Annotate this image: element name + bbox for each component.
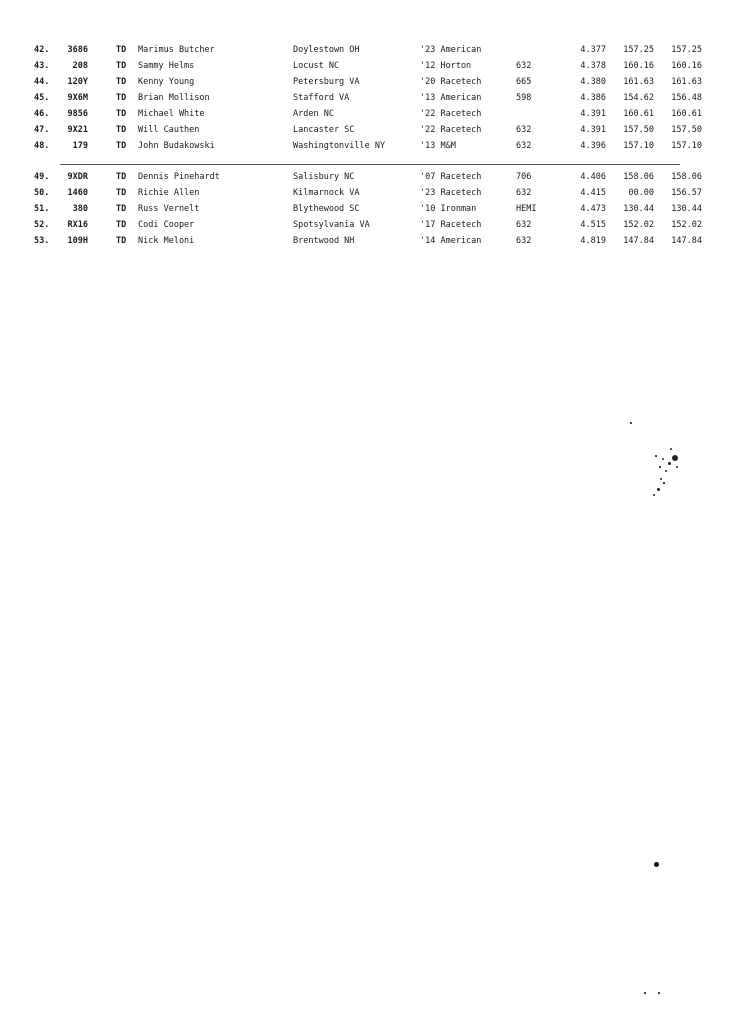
result-year: '14 American (420, 236, 482, 246)
result-mph: 157.25 (623, 45, 654, 55)
result-pos: 48. (34, 141, 50, 151)
result-row (0, 185, 740, 201)
result-cls: TD (116, 77, 127, 87)
result-et: 4.473 (580, 204, 606, 214)
result-year: '17 Racetech (420, 220, 482, 230)
result-name: Will Cauthen (138, 125, 200, 135)
result-mph: 157.50 (623, 125, 654, 135)
result-best: 130.44 (671, 204, 702, 214)
scan-speck (657, 488, 660, 491)
result-mph: 160.61 (623, 109, 654, 119)
scan-speck (658, 992, 660, 994)
scan-speck (655, 455, 657, 457)
result-car: 9XDR (67, 172, 88, 182)
result-row (0, 106, 740, 122)
result-pos: 53. (34, 236, 50, 246)
result-best: 147.84 (671, 236, 702, 246)
result-engine: 706 (516, 172, 532, 182)
result-name: Codi Cooper (138, 220, 195, 230)
result-year: '13 M&M (420, 141, 456, 151)
result-mph: 157.10 (623, 141, 654, 151)
result-cls: TD (116, 125, 127, 135)
result-name: Michael White (138, 109, 205, 119)
result-engine: 632 (516, 61, 532, 71)
result-row (0, 169, 740, 185)
result-car: 9X21 (67, 125, 88, 135)
result-pos: 44. (34, 77, 50, 87)
result-engine: 632 (516, 188, 532, 198)
result-cls: TD (116, 220, 127, 230)
result-row (0, 90, 740, 106)
result-cls: TD (116, 188, 127, 198)
result-cls: TD (116, 204, 127, 214)
result-name: Dennis Pinehardt (138, 172, 220, 182)
result-car: 208 (72, 61, 88, 71)
result-year: '22 Racetech (420, 109, 482, 119)
result-year: '22 Racetech (420, 125, 482, 135)
result-best: 156.57 (671, 188, 702, 198)
result-cls: TD (116, 45, 127, 55)
scan-speck (659, 466, 661, 468)
result-pos: 45. (34, 93, 50, 103)
result-year: '23 American (420, 45, 482, 55)
result-cls: TD (116, 172, 127, 182)
result-et: 4.391 (580, 109, 606, 119)
result-town: Spotsylvania VA (293, 220, 370, 230)
result-best: 157.50 (671, 125, 702, 135)
result-engine: 598 (516, 93, 532, 103)
result-town: Lancaster SC (293, 125, 355, 135)
result-et: 4.396 (580, 141, 606, 151)
result-pos: 51. (34, 204, 50, 214)
section-divider (60, 164, 680, 165)
result-town: Arden NC (293, 109, 334, 119)
scan-speck (662, 458, 664, 460)
result-engine: 632 (516, 236, 532, 246)
scan-speck (665, 470, 667, 472)
results-group-a (0, 42, 740, 154)
result-et: 4.819 (580, 236, 606, 246)
results-group-b (0, 169, 740, 249)
result-year: '12 Horton (420, 61, 472, 71)
result-year: '07 Racetech (420, 172, 482, 182)
result-car: 1460 (67, 188, 88, 198)
result-town: Locust NC (293, 61, 340, 71)
result-et: 4.377 (580, 45, 606, 55)
scan-speck (670, 448, 672, 450)
result-engine: 632 (516, 220, 532, 230)
result-et: 4.386 (580, 93, 606, 103)
result-year: '23 Racetech (420, 188, 482, 198)
result-row (0, 74, 740, 90)
result-best: 161.63 (671, 77, 702, 87)
result-mph: 160.16 (623, 61, 654, 71)
result-best: 157.10 (671, 141, 702, 151)
result-best: 158.06 (671, 172, 702, 182)
scan-speck (663, 482, 665, 484)
result-car: RX16 (67, 220, 88, 230)
result-year: '20 Racetech (420, 77, 482, 87)
result-pos: 47. (34, 125, 50, 135)
result-name: Nick Meloni (138, 236, 195, 246)
result-car: 9X6M (67, 93, 88, 103)
result-car: 3686 (67, 45, 88, 55)
result-cls: TD (116, 61, 127, 71)
result-car: 179 (72, 141, 88, 151)
scan-dot-mark (654, 862, 659, 867)
result-pos: 43. (34, 61, 50, 71)
result-year: '13 American (420, 93, 482, 103)
result-row (0, 58, 740, 74)
result-engine: 632 (516, 125, 532, 135)
result-et: 4.406 (580, 172, 606, 182)
result-et: 4.391 (580, 125, 606, 135)
result-cls: TD (116, 109, 127, 119)
scan-speck (644, 992, 646, 994)
result-row (0, 42, 740, 58)
result-pos: 52. (34, 220, 50, 230)
result-et: 4.515 (580, 220, 606, 230)
scan-speck (653, 494, 655, 496)
result-mph: 161.63 (623, 77, 654, 87)
result-town: Kilmarnock VA (293, 188, 360, 198)
result-mph: 152.02 (623, 220, 654, 230)
result-town: Brentwood NH (293, 236, 355, 246)
result-engine: HEMI (516, 204, 537, 214)
result-et: 4.378 (580, 61, 606, 71)
result-town: Petersburg VA (293, 77, 360, 87)
result-name: Marimus Butcher (138, 45, 215, 55)
result-name: John Budakowski (138, 141, 215, 151)
result-et: 4.415 (580, 188, 606, 198)
scan-speck (672, 455, 678, 461)
result-town: Doylestown OH (293, 45, 360, 55)
result-pos: 46. (34, 109, 50, 119)
result-name: Russ Vernelt (138, 204, 200, 214)
scan-speck (668, 462, 671, 465)
result-row (0, 201, 740, 217)
result-name: Kenny Young (138, 77, 195, 87)
scan-speck (676, 466, 678, 468)
result-row (0, 138, 740, 154)
result-town: Blythewood SC (293, 204, 360, 214)
result-car: 380 (72, 204, 88, 214)
result-pos: 49. (34, 172, 50, 182)
result-name: Richie Allen (138, 188, 200, 198)
result-engine: 665 (516, 77, 532, 87)
result-town: Salisbury NC (293, 172, 355, 182)
result-best: 160.61 (671, 109, 702, 119)
scan-speck (660, 478, 662, 480)
result-row (0, 233, 740, 249)
result-town: Stafford VA (293, 93, 350, 103)
result-cls: TD (116, 236, 127, 246)
result-car: 9856 (67, 109, 88, 119)
result-et: 4.380 (580, 77, 606, 87)
result-cls: TD (116, 141, 127, 151)
result-car: 120Y (67, 77, 88, 87)
result-mph: 154.62 (623, 93, 654, 103)
result-best: 152.02 (671, 220, 702, 230)
result-best: 156.48 (671, 93, 702, 103)
scan-speck (630, 422, 632, 424)
result-best: 157.25 (671, 45, 702, 55)
result-town: Washingtonville NY (293, 141, 386, 151)
result-mph: 147.84 (623, 236, 654, 246)
result-year: '10 Ironman (420, 204, 477, 214)
result-name: Sammy Helms (138, 61, 195, 71)
result-cls: TD (116, 93, 127, 103)
result-mph: 00.00 (628, 188, 654, 198)
result-pos: 42. (34, 45, 50, 55)
result-mph: 158.06 (623, 172, 654, 182)
result-pos: 50. (34, 188, 50, 198)
result-mph: 130.44 (623, 204, 654, 214)
result-best: 160.16 (671, 61, 702, 71)
result-car: 109H (67, 236, 88, 246)
result-row (0, 217, 740, 233)
result-row (0, 122, 740, 138)
result-name: Brian Mollison (138, 93, 210, 103)
result-engine: 632 (516, 141, 532, 151)
